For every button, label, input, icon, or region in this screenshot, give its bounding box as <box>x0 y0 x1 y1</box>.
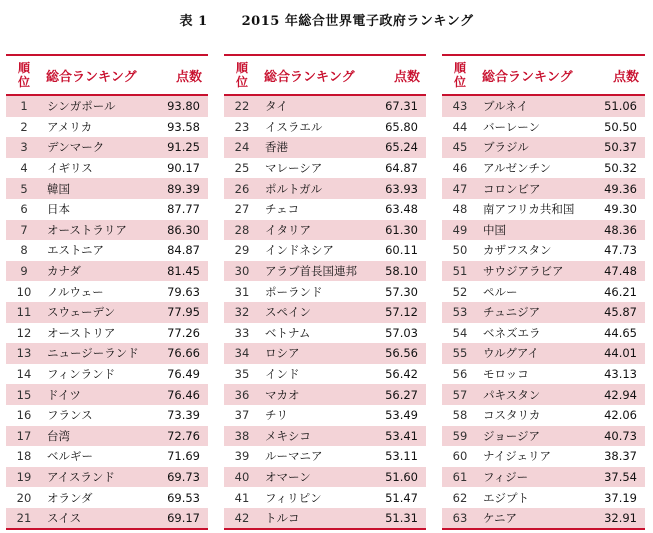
rank-cell: 4 <box>20 161 28 176</box>
rank-cell: 9 <box>6 261 42 282</box>
table-row <box>224 405 426 426</box>
table-row <box>6 261 208 282</box>
score-cell: 87.77 <box>167 202 200 217</box>
rank-cell: 20 <box>16 490 32 505</box>
score-cell: 38.37 <box>604 449 637 464</box>
rank-cell: 53 <box>442 302 478 323</box>
score-cell: 76.49 <box>167 367 200 382</box>
country-cell: 香港 <box>260 137 372 158</box>
country-cell: オーストリア <box>47 325 116 340</box>
table-row <box>6 508 208 530</box>
country-cell: アメリカ <box>47 119 93 134</box>
score-cell: 69.73 <box>154 467 208 488</box>
country-cell: スイス <box>42 508 154 530</box>
rank-cell: 25 <box>234 161 250 176</box>
rank-cell: 1 <box>6 95 42 117</box>
score-cell: 56.56 <box>372 343 426 364</box>
country-cell: ポーランド <box>265 284 323 299</box>
table-row <box>6 487 208 508</box>
table-row <box>6 467 208 488</box>
country-cell: マカオ <box>260 384 372 405</box>
rank-cell: 26 <box>224 178 260 199</box>
ranking-table-1 <box>6 54 208 530</box>
country-cell: ケニア <box>478 508 591 530</box>
country-cell: ルーマニア <box>265 449 323 464</box>
score-cell: 57.30 <box>385 284 418 299</box>
table-row <box>442 261 645 282</box>
table-row <box>224 364 426 385</box>
table-row <box>6 178 208 199</box>
table-row <box>442 158 645 179</box>
score-cell: 44.65 <box>604 325 637 340</box>
rank-cell: 52 <box>452 284 468 299</box>
rank-cell: 32 <box>224 302 260 323</box>
score-cell: 56.27 <box>372 384 426 405</box>
rank-cell: 62 <box>452 490 468 505</box>
name-header: 総合ランキング <box>478 55 591 95</box>
table-row <box>6 281 208 302</box>
country-cell: ウルグアイ <box>478 343 591 364</box>
table-row <box>442 405 645 426</box>
country-cell: フィジー <box>478 467 591 488</box>
rank-cell: 13 <box>6 343 42 364</box>
table-row <box>6 323 208 344</box>
country-cell: ベネズエラ <box>483 325 541 340</box>
score-cell: 48.36 <box>591 220 645 241</box>
score-cell: 51.60 <box>372 467 426 488</box>
country-cell: メキシコ <box>260 426 372 447</box>
country-cell: ベルギー <box>47 449 93 464</box>
score-cell: 32.91 <box>591 508 645 530</box>
rank-cell: 18 <box>16 449 32 464</box>
score-cell: 81.45 <box>154 261 208 282</box>
rank-cell: 11 <box>6 302 42 323</box>
table-row <box>224 178 426 199</box>
table-row <box>6 364 208 385</box>
rank-cell: 23 <box>234 119 250 134</box>
score-cell: 76.66 <box>154 343 208 364</box>
country-cell: インド <box>265 367 300 382</box>
score-cell: 42.94 <box>591 384 645 405</box>
rank-cell: 6 <box>20 202 28 217</box>
rank-cell: 63 <box>442 508 478 530</box>
rank-cell: 43 <box>442 95 478 117</box>
ranking-table-2 <box>224 54 426 530</box>
rank-cell: 56 <box>452 367 468 382</box>
rank-cell: 51 <box>442 261 478 282</box>
table-row <box>442 467 645 488</box>
table-row <box>442 240 645 261</box>
score-cell: 51.47 <box>385 490 418 505</box>
rank-header-label: 順位 <box>18 61 31 89</box>
country-cell: 台湾 <box>42 426 154 447</box>
country-cell: タイ <box>260 95 372 117</box>
table-row <box>224 261 426 282</box>
score-cell: 47.73 <box>604 243 637 258</box>
country-cell: スウェーデン <box>42 302 154 323</box>
score-cell: 71.69 <box>167 449 200 464</box>
rank-cell: 29 <box>234 243 250 258</box>
rank-cell: 46 <box>452 161 468 176</box>
rank-cell: 14 <box>16 367 32 382</box>
country-cell: ブルネイ <box>478 95 591 117</box>
country-cell: スペイン <box>260 302 372 323</box>
score-cell: 44.01 <box>591 343 645 364</box>
table-number: 表 1 <box>179 14 208 29</box>
name-header: 総合ランキング <box>42 55 154 95</box>
rank-cell: 35 <box>234 367 250 382</box>
rank-cell: 57 <box>442 384 478 405</box>
rank-header <box>442 55 478 95</box>
country-cell: コスタリカ <box>483 408 541 423</box>
country-cell: ペルー <box>483 284 518 299</box>
table-row <box>442 199 645 220</box>
rank-cell: 38 <box>224 426 260 447</box>
score-cell: 45.87 <box>591 302 645 323</box>
rank-cell: 60 <box>452 449 468 464</box>
score-cell: 37.54 <box>591 467 645 488</box>
country-cell: マレーシア <box>265 161 323 176</box>
rank-cell: 49 <box>442 220 478 241</box>
table-row <box>6 405 208 426</box>
score-cell: 53.49 <box>385 408 418 423</box>
country-cell: イスラエル <box>265 119 323 134</box>
score-cell: 76.46 <box>154 384 208 405</box>
country-cell: フランス <box>47 408 93 423</box>
table-row <box>6 158 208 179</box>
score-cell: 86.30 <box>154 220 208 241</box>
rank-cell: 61 <box>442 467 478 488</box>
score-cell: 64.87 <box>385 161 418 176</box>
rank-cell: 30 <box>224 261 260 282</box>
country-cell: サウジアラビア <box>478 261 591 282</box>
score-cell: 58.10 <box>372 261 426 282</box>
table-row <box>6 384 208 405</box>
table-row <box>442 95 645 117</box>
rank-cell: 54 <box>452 325 468 340</box>
score-cell: 93.80 <box>154 95 208 117</box>
country-cell: 韓国 <box>42 178 154 199</box>
country-cell: デンマーク <box>42 137 154 158</box>
rank-cell: 58 <box>452 408 468 423</box>
table-row <box>6 117 208 138</box>
rank-cell: 12 <box>16 325 32 340</box>
country-cell: オーストラリア <box>42 220 154 241</box>
score-cell: 60.11 <box>385 243 418 258</box>
country-cell: 南アフリカ共和国 <box>483 202 575 217</box>
country-cell: モロッコ <box>483 367 529 382</box>
rank-cell: 27 <box>234 202 250 217</box>
country-cell: ブラジル <box>478 137 591 158</box>
table-row <box>224 446 426 467</box>
rank-cell: 19 <box>6 467 42 488</box>
table-title <box>0 10 653 29</box>
table-row <box>224 384 426 405</box>
table-row <box>442 446 645 467</box>
table-row <box>224 487 426 508</box>
score-cell: 57.12 <box>372 302 426 323</box>
rank-cell: 42 <box>224 508 260 530</box>
country-cell: エジプト <box>483 490 529 505</box>
table-row <box>442 343 645 364</box>
score-cell: 53.41 <box>372 426 426 447</box>
score-cell: 65.80 <box>385 119 418 134</box>
score-cell: 90.17 <box>167 161 200 176</box>
score-cell: 63.48 <box>385 202 418 217</box>
table-row <box>224 220 426 241</box>
country-cell: イタリア <box>260 220 372 241</box>
table-row <box>442 487 645 508</box>
table-row <box>224 426 426 447</box>
table-row <box>442 137 645 158</box>
score-cell: 67.31 <box>372 95 426 117</box>
table-row <box>224 302 426 323</box>
rank-cell: 3 <box>6 137 42 158</box>
table-row <box>442 220 645 241</box>
table-row <box>442 323 645 344</box>
table-row <box>6 302 208 323</box>
rank-cell: 8 <box>20 243 28 258</box>
country-cell: ベトナム <box>265 325 311 340</box>
score-cell: 42.06 <box>604 408 637 423</box>
table-row <box>224 508 426 530</box>
rank-cell: 59 <box>442 426 478 447</box>
table-row <box>224 240 426 261</box>
score-header: 点数 <box>591 55 645 95</box>
country-cell: アイスランド <box>42 467 154 488</box>
rank-cell: 28 <box>224 220 260 241</box>
rank-cell: 48 <box>452 202 468 217</box>
score-header: 点数 <box>154 55 208 95</box>
rank-header <box>6 55 42 95</box>
rank-cell: 16 <box>16 408 32 423</box>
table-row <box>224 467 426 488</box>
score-cell: 43.13 <box>604 367 637 382</box>
score-cell: 69.53 <box>167 490 200 505</box>
table-row <box>442 302 645 323</box>
country-cell: チュニジア <box>478 302 591 323</box>
country-cell: 中国 <box>478 220 591 241</box>
score-cell: 89.39 <box>154 178 208 199</box>
score-cell: 49.30 <box>604 202 637 217</box>
country-cell: パキスタン <box>478 384 591 405</box>
score-cell: 51.31 <box>372 508 426 530</box>
country-cell: ニュージーランド <box>42 343 154 364</box>
score-cell: 53.11 <box>385 449 418 464</box>
score-cell: 57.03 <box>385 325 418 340</box>
table-row <box>442 178 645 199</box>
rank-cell: 17 <box>6 426 42 447</box>
country-cell: ノルウェー <box>47 284 104 299</box>
rank-cell: 15 <box>6 384 42 405</box>
rank-cell: 55 <box>442 343 478 364</box>
table-row <box>6 240 208 261</box>
country-cell: カナダ <box>42 261 154 282</box>
score-cell: 77.95 <box>154 302 208 323</box>
country-cell: ナイジェリア <box>483 449 551 464</box>
country-cell: インドネシア <box>265 243 334 258</box>
rank-cell: 47 <box>442 178 478 199</box>
country-cell: イギリス <box>47 161 93 176</box>
country-cell: コロンビア <box>478 178 591 199</box>
table-row <box>6 95 208 117</box>
rank-cell: 10 <box>16 284 32 299</box>
rank-cell: 21 <box>6 508 42 530</box>
table-row <box>442 364 645 385</box>
country-cell: ポルトガル <box>260 178 372 199</box>
table-row <box>442 426 645 447</box>
rank-cell: 41 <box>234 490 250 505</box>
country-cell: アラブ首長国連邦 <box>260 261 372 282</box>
rank-cell: 33 <box>234 325 250 340</box>
country-cell: シンガポール <box>42 95 154 117</box>
country-cell: トルコ <box>260 508 372 530</box>
country-cell: バーレーン <box>483 119 541 134</box>
score-cell: 46.21 <box>604 284 637 299</box>
rank-cell: 24 <box>224 137 260 158</box>
rank-cell: 2 <box>20 119 28 134</box>
table-row <box>6 220 208 241</box>
score-cell: 65.24 <box>372 137 426 158</box>
country-cell: ロシア <box>260 343 372 364</box>
score-cell: 37.19 <box>604 490 637 505</box>
rank-cell: 34 <box>224 343 260 364</box>
table-row <box>6 426 208 447</box>
rank-header-label: 順位 <box>236 61 249 89</box>
table-caption: 2015 年総合世界電子政府ランキング <box>241 14 474 29</box>
score-cell: 72.76 <box>154 426 208 447</box>
table-row <box>6 137 208 158</box>
country-cell: 日本 <box>47 202 70 217</box>
table-row <box>442 281 645 302</box>
table-row <box>224 95 426 117</box>
rank-header-label: 順位 <box>454 61 467 89</box>
rank-cell: 5 <box>6 178 42 199</box>
score-cell: 77.26 <box>167 325 200 340</box>
table-row <box>224 323 426 344</box>
score-cell: 51.06 <box>591 95 645 117</box>
table-row <box>6 446 208 467</box>
table-row <box>224 117 426 138</box>
rank-cell: 36 <box>224 384 260 405</box>
rank-cell: 39 <box>234 449 250 464</box>
table-row <box>442 508 645 530</box>
score-cell: 79.63 <box>167 284 200 299</box>
rank-cell: 7 <box>6 220 42 241</box>
score-cell: 73.39 <box>167 408 200 423</box>
score-cell: 91.25 <box>154 137 208 158</box>
table-row <box>224 281 426 302</box>
country-cell: ドイツ <box>42 384 154 405</box>
table-row <box>6 343 208 364</box>
country-cell: フィリピン <box>265 490 322 505</box>
ranking-table-3 <box>442 54 645 530</box>
country-cell: フィンランド <box>47 367 116 382</box>
table-row <box>6 199 208 220</box>
rank-cell: 22 <box>224 95 260 117</box>
country-cell: オマーン <box>260 467 372 488</box>
table-row <box>442 117 645 138</box>
score-cell: 50.32 <box>604 161 637 176</box>
score-cell: 50.37 <box>591 137 645 158</box>
score-cell: 40.73 <box>591 426 645 447</box>
score-cell: 50.50 <box>604 119 637 134</box>
rank-cell: 37 <box>234 408 250 423</box>
country-cell: カザフスタン <box>483 243 552 258</box>
score-cell: 69.17 <box>154 508 208 530</box>
rank-cell: 44 <box>452 119 468 134</box>
score-cell: 47.48 <box>591 261 645 282</box>
table-row <box>224 137 426 158</box>
table-row <box>442 384 645 405</box>
rank-cell: 40 <box>224 467 260 488</box>
country-cell: エストニア <box>47 243 105 258</box>
country-cell: チリ <box>265 408 288 423</box>
name-header: 総合ランキング <box>260 55 372 95</box>
country-cell: オランダ <box>47 490 93 505</box>
score-cell: 63.93 <box>372 178 426 199</box>
score-cell: 49.36 <box>591 178 645 199</box>
rank-header <box>224 55 260 95</box>
score-cell: 56.42 <box>385 367 418 382</box>
score-header: 点数 <box>372 55 426 95</box>
score-cell: 61.30 <box>372 220 426 241</box>
score-cell: 93.58 <box>167 119 200 134</box>
rank-cell: 50 <box>452 243 468 258</box>
country-cell: アルゼンチン <box>483 161 551 176</box>
score-cell: 84.87 <box>167 243 200 258</box>
rank-cell: 31 <box>234 284 250 299</box>
country-cell: ジョージア <box>478 426 591 447</box>
table-row <box>224 158 426 179</box>
table-row <box>224 343 426 364</box>
rank-cell: 45 <box>442 137 478 158</box>
country-cell: チェコ <box>265 202 300 217</box>
table-row <box>224 199 426 220</box>
